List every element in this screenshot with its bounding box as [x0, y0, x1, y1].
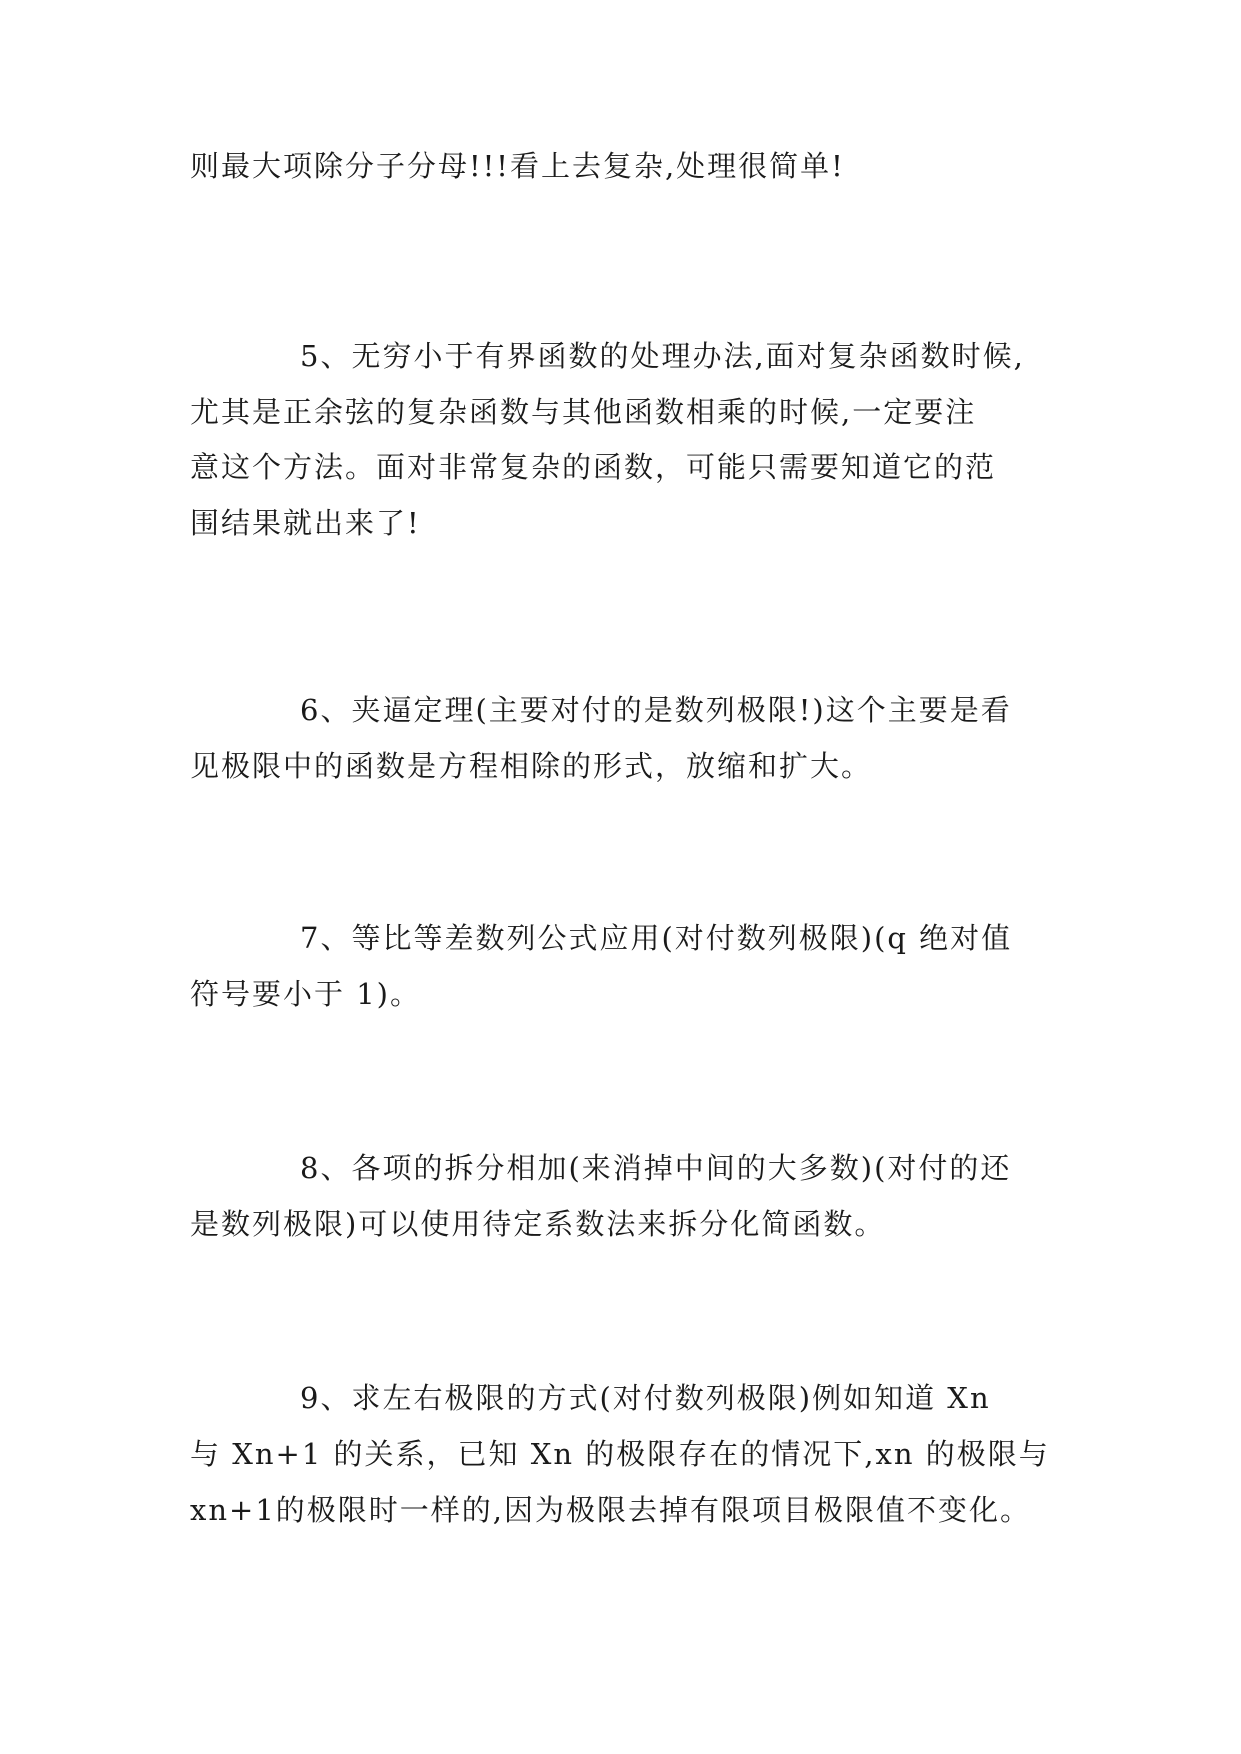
- paragraph-line: 8、各项的拆分相加(来消掉中间的大多数)(对付的还: [300, 1151, 1012, 1185]
- paragraph-line: 则最大项除分子分母!!!看上去复杂,处理很简单!: [190, 149, 845, 183]
- paragraph-line: 5、无穷小于有界函数的处理办法,面对复杂函数时候,: [300, 339, 1025, 373]
- paragraph-line: 是数列极限)可以使用待定系数法来拆分化简函数。: [190, 1207, 886, 1241]
- paragraph-line: 意这个方法。面对非常复杂的函数，可能只需要知道它的范: [190, 450, 997, 484]
- paragraph-line: 符号要小于 1)。: [190, 977, 421, 1011]
- paragraph-line: 见极限中的函数是方程相除的形式，放缩和扩大。: [190, 749, 873, 783]
- paragraph-line: 尤其是正余弦的复杂函数与其他函数相乘的时候,一定要注: [190, 395, 977, 429]
- paragraph-line: 9、求左右极限的方式(对付数列极限)例如知道 Xn: [300, 1381, 991, 1415]
- paragraph-line: 6、夹逼定理(主要对付的是数列极限!)这个主要是看: [300, 693, 1012, 727]
- paragraph-line: 7、等比等差数列公式应用(对付数列极限)(q 绝对值: [300, 921, 1013, 955]
- paragraph-line: 与 Xn+1 的关系，已知 Xn 的极限存在的情况下,xn 的极限与: [190, 1437, 1050, 1471]
- paragraph-line: xn+1的极限时一样的,因为极限去掉有限项目极限值不变化。: [190, 1493, 1032, 1527]
- paragraph-line: 围结果就出来了!: [190, 506, 421, 540]
